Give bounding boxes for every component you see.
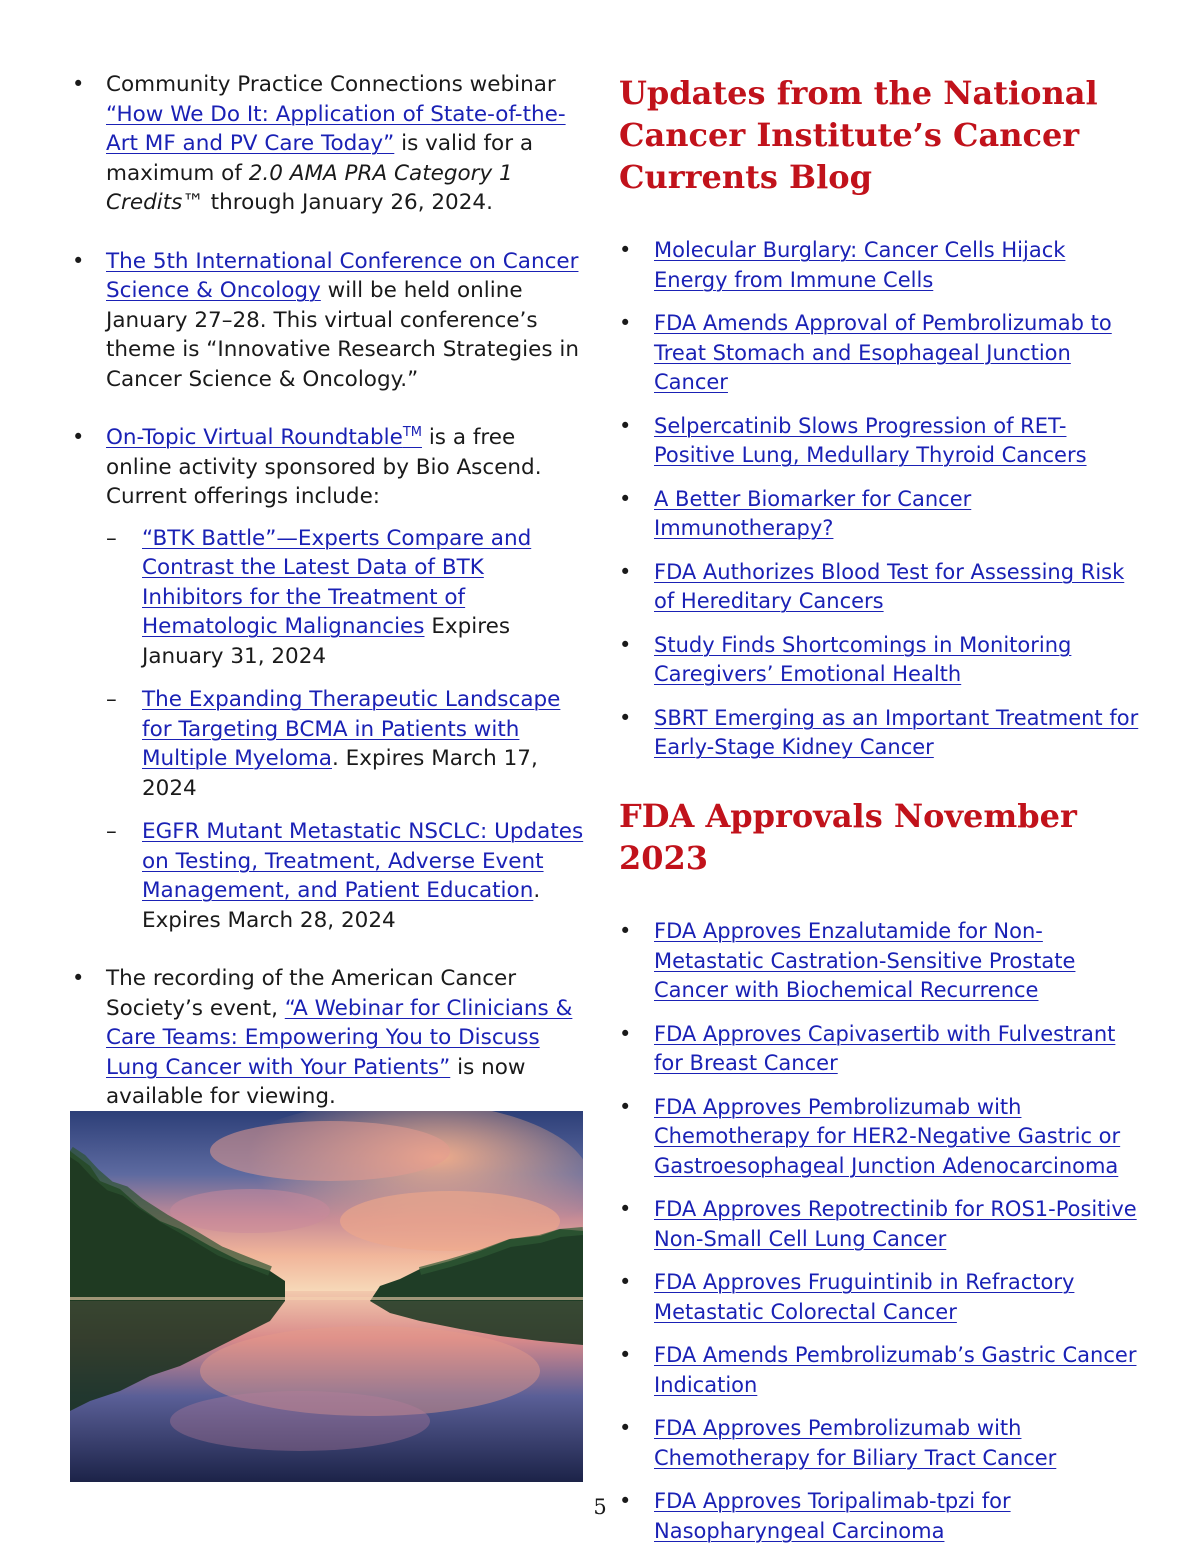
list-item <box>619 1414 1139 1473</box>
item-text: The recording of the American Cancer Society’s event, <box>106 966 517 1021</box>
bullet: • <box>619 1197 632 1221</box>
expiry-text: . Expires March 17, 2024 <box>142 746 538 801</box>
trademark: ™ <box>182 190 204 215</box>
bullet: • <box>619 1270 632 1294</box>
bullet: • <box>72 72 85 96</box>
bullet: • <box>619 919 632 943</box>
link-how-we-do-it[interactable]: “How We Do It: Application of State-of-the-Art MF and PV Care Today” <box>106 101 566 156</box>
dash: – <box>106 819 117 844</box>
list-item <box>619 704 1139 763</box>
list-item <box>619 631 1139 690</box>
blog-link-caregivers[interactable]: Study Finds Shortcomings in Monitoring Caregivers’ Emotional Health <box>654 632 1072 686</box>
bullet: • <box>72 966 85 990</box>
fda-section-title: FDA Approvals November 2023 <box>619 797 1077 877</box>
list-item <box>619 1268 1139 1327</box>
blog-section-title: Updates from the National Cancer Institute’s Cancer Currents Blog <box>619 74 1098 196</box>
fda-link-pembrolizumab-biliary[interactable]: FDA Approves Pembrolizumab with Chemotherapy for Biliary Tract Cancer <box>654 1416 1057 1470</box>
list-item <box>619 1195 1139 1254</box>
bullet: • <box>619 311 632 335</box>
link-acs-webinar[interactable]: “A Webinar for Clinicians & Care Teams: Empowering You to Discuss Lung Cancer with Your Patients” <box>106 995 573 1080</box>
blog-link-blood-test[interactable]: FDA Authorizes Blood Test for Assessing Risk of Hereditary Cancers <box>654 559 1125 613</box>
link-roundtable[interactable] <box>106 425 422 450</box>
link-btk-battle[interactable]: “BTK Battle”—Experts Compare and Contrast the Latest Data of BTK Inhibitors for the Treatment of Hematologic Malignancies <box>142 525 532 639</box>
bullet: • <box>619 1021 632 1046</box>
fda-link-toripalimab[interactable]: FDA Approves Toripalimab-tpzi for Nasopharyngeal Carcinoma <box>654 1489 1011 1543</box>
item-text: is now available for viewing. <box>106 1054 526 1109</box>
list-item <box>619 1341 1139 1400</box>
blog-link-pembrolizumab-approval[interactable]: FDA Amends Approval of Pembrolizumab to Treat Stomach and Esophageal Junction Cancer <box>654 311 1112 394</box>
credits-text: 2.0 AMA PRA Category 1 Credits <box>106 160 513 215</box>
dash: – <box>106 687 117 712</box>
bullet: • <box>619 1343 632 1367</box>
dash: – <box>106 525 117 551</box>
bullet: • <box>72 248 85 273</box>
bullet: • <box>619 705 632 730</box>
list-item <box>619 412 1139 471</box>
link-conference[interactable]: The 5th International Conference on Cancer Science & Oncology <box>106 248 579 303</box>
list-item-conference <box>72 247 587 395</box>
list-item-webinar <box>72 70 587 218</box>
link-bcma[interactable]: The Expanding Therapeutic Landscape for Targeting BCMA in Patients with Multiple Myeloma <box>142 687 561 771</box>
bullet: • <box>619 1094 632 1119</box>
page-number: 5 <box>593 1495 607 1519</box>
list-item <box>619 236 1139 295</box>
link-egfr[interactable]: EGFR Mutant Metastatic NSCLC: Updates on Testing, Treatment, Adverse Event Management, and Patient Education <box>142 819 584 903</box>
sub-item-bcma <box>106 685 587 803</box>
item-text: through January 26, 2024. <box>203 190 493 215</box>
item-text: Community Practice Connections webinar <box>106 72 556 97</box>
bullet: • <box>619 238 632 262</box>
bullet: • <box>619 632 632 657</box>
blog-section <box>619 72 1139 777</box>
list-item <box>619 1020 1139 1079</box>
sub-item-btk <box>106 524 587 672</box>
list-item <box>619 1093 1139 1182</box>
item-text: is a free online activity sponsored by Bio Ascend. Current offerings include: <box>106 425 542 509</box>
item-text: is valid for a maximum of <box>106 131 534 186</box>
link-roundtable-text: On-Topic Virtual Roundtable <box>106 425 403 450</box>
fda-links-list <box>619 917 1139 1546</box>
bullet: • <box>619 413 632 438</box>
bullet: • <box>619 1416 632 1440</box>
blog-link-biomarker[interactable]: A Better Biomarker for Cancer Immunotherapy? <box>654 486 972 540</box>
blog-link-sbrt[interactable]: SBRT Emerging as an Important Treatment for Early-Stage Kidney Cancer <box>654 705 1139 759</box>
bullet: • <box>72 425 85 449</box>
lake-sunset-photo <box>70 1111 583 1482</box>
fda-link-fruguintinib[interactable]: FDA Approves Fruguintinib in Refractory Metastatic Colorectal Cancer <box>654 1270 1075 1324</box>
blog-links-list <box>619 236 1139 763</box>
fda-link-pembrolizumab-gastric[interactable]: FDA Approves Pembrolizumab with Chemotherapy for HER2-Negative Gastric or Gastroesophageal Junction Adenocarcinoma <box>654 1094 1121 1178</box>
bullet: • <box>619 486 632 511</box>
list-item-acs-recording <box>72 964 587 1112</box>
fda-link-enzalutamide[interactable]: FDA Approves Enzalutamide for Non-Metastatic Castration-Sensitive Prostate Cancer with Biochemical Recurrence <box>654 919 1076 1002</box>
expiry-text: . Expires March 28, 2024 <box>142 878 541 933</box>
list-item <box>619 309 1139 398</box>
left-column <box>72 70 587 1141</box>
list-item <box>619 558 1139 617</box>
blog-link-molecular-burglary[interactable]: Molecular Burglary: Cancer Cells Hijack Energy from Immune Cells <box>654 238 1066 292</box>
list-item <box>619 485 1139 544</box>
expiry-text: Expires January 31, 2024 <box>142 614 511 669</box>
fda-link-repotrectinib[interactable]: FDA Approves Repotrectinib for ROS1-Positive Non-Small Cell Lung Cancer <box>654 1197 1137 1251</box>
bullet: • <box>619 1489 632 1513</box>
fda-link-capivasertib[interactable]: FDA Approves Capivasertib with Fulvestrant for Breast Cancer <box>654 1021 1116 1075</box>
fda-link-pembrolizumab-indication[interactable]: FDA Amends Pembrolizumab’s Gastric Cancer Indication <box>654 1343 1137 1397</box>
sub-item-egfr <box>106 817 587 935</box>
item-text: will be held online January 27–28. This virtual conference’s theme is “Innovative Research Strategies in Cancer Science & Oncology.” <box>106 278 579 392</box>
list-item-roundtable <box>72 423 587 935</box>
events-list <box>72 70 587 1112</box>
list-item <box>619 917 1139 1006</box>
blog-link-selpercatinib[interactable]: Selpercatinib Slows Progression of RET-Positive Lung, Medullary Thyroid Cancers <box>654 413 1087 467</box>
bullet: • <box>619 559 632 584</box>
trademark: TM <box>402 424 422 440</box>
fda-approvals-section <box>619 795 1139 1560</box>
offerings-list <box>106 524 587 936</box>
